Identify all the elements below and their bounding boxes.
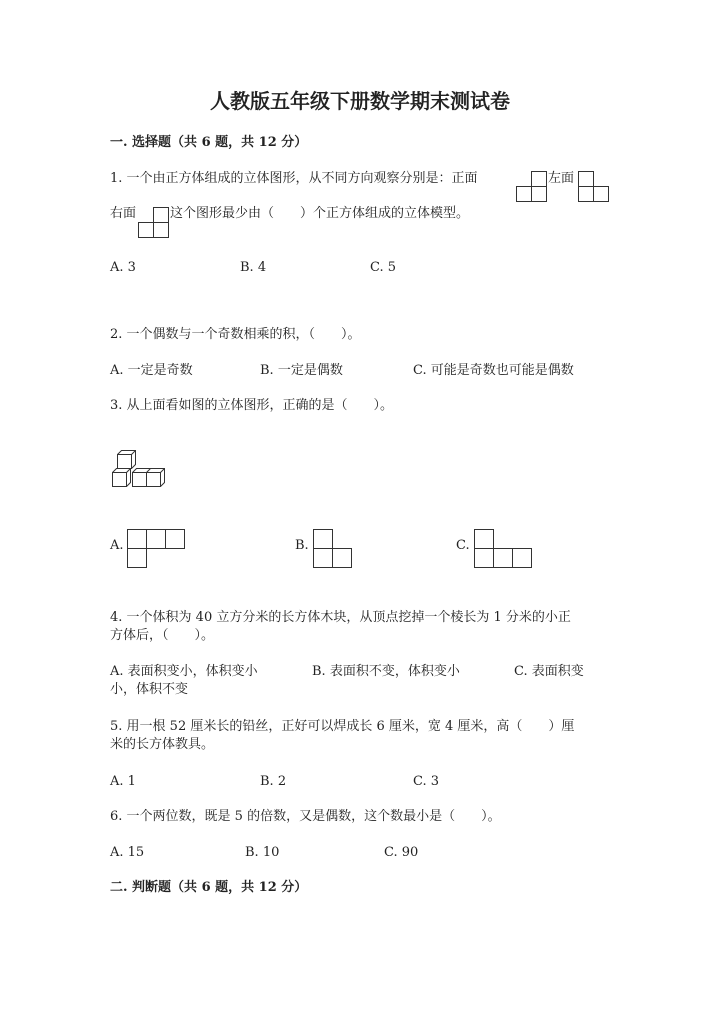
q3-option-a-figure: [126, 529, 186, 569]
cube-solid-figure: [110, 448, 170, 492]
q5-option-a: A. 1: [110, 774, 136, 789]
q1-option-a: A. 3: [110, 260, 136, 275]
q1-option-c: C. 5: [370, 260, 397, 275]
q6-option-a: A. 15: [110, 845, 145, 860]
q3-option-b: B.: [295, 538, 309, 553]
q4-option-b: B. 表面积不变，体积变小: [312, 664, 460, 679]
section-heading-choice: 一. 选择题（共 6 题，共 12 分）: [110, 135, 308, 150]
q6-option-c: C. 90: [384, 845, 419, 860]
q3-option-b-figure: [313, 529, 355, 569]
right-view-figure: [138, 207, 170, 239]
section-heading-judgement: 二. 判断题（共 6 题，共 12 分）: [110, 880, 308, 895]
q6-option-b: B. 10: [245, 845, 280, 860]
question-5-text: 5. 用一根 52 厘米长的铅丝，正好可以焊成长 6 厘米，宽 4 厘米，高（ ）厘: [110, 719, 575, 734]
q3-option-c: C.: [456, 538, 470, 553]
q2-option-b: B. 一定是偶数: [260, 363, 343, 378]
q1-option-b: B. 4: [240, 260, 267, 275]
q5-option-b: B. 2: [260, 774, 287, 789]
q4-option-c: C. 表面积变: [514, 664, 584, 679]
front-view-figure: [516, 171, 548, 203]
q2-option-c: C. 可能是奇数也可能是偶数: [413, 363, 574, 378]
q3-option-c-figure: [474, 529, 534, 569]
question-1-text-cont: 这个图形最少由（ ）个正方体组成的立体模型。: [170, 206, 470, 221]
q3-option-a: A.: [110, 538, 124, 553]
question-5-text-cont: 米的长方体教具。: [110, 737, 215, 752]
q2-option-a: A. 一定是奇数: [110, 363, 193, 378]
question-1-text: 1. 一个由正方体组成的立体图形，从不同方向观察分别是：正面: [110, 171, 478, 186]
q4-option-a: A. 表面积变小，体积变小: [110, 664, 258, 679]
q5-option-c: C. 3: [413, 774, 440, 789]
page-title: 人教版五年级下册数学期末测试卷: [210, 89, 510, 113]
question-4-text-cont: 方体后，（ ）。: [110, 628, 215, 643]
q4-option-c-cont: 小，体积不变: [110, 682, 189, 697]
left-view-figure: [578, 171, 610, 203]
question-3-text: 3. 从上面看如图的立体图形，正确的是（ ）。: [110, 398, 394, 413]
question-2-text: 2. 一个偶数与一个奇数相乘的积，（ ）。: [110, 327, 361, 342]
question-6-text: 6. 一个两位数，既是 5 的倍数，又是偶数，这个数最小是（ ）。: [110, 809, 501, 824]
right-view-label: 右面: [110, 206, 137, 221]
left-view-label: 左面: [548, 171, 575, 186]
question-4-text: 4. 一个体积为 40 立方分米的长方体木块，从顶点挖掉一个棱长为 1 分米的小正: [110, 610, 571, 625]
